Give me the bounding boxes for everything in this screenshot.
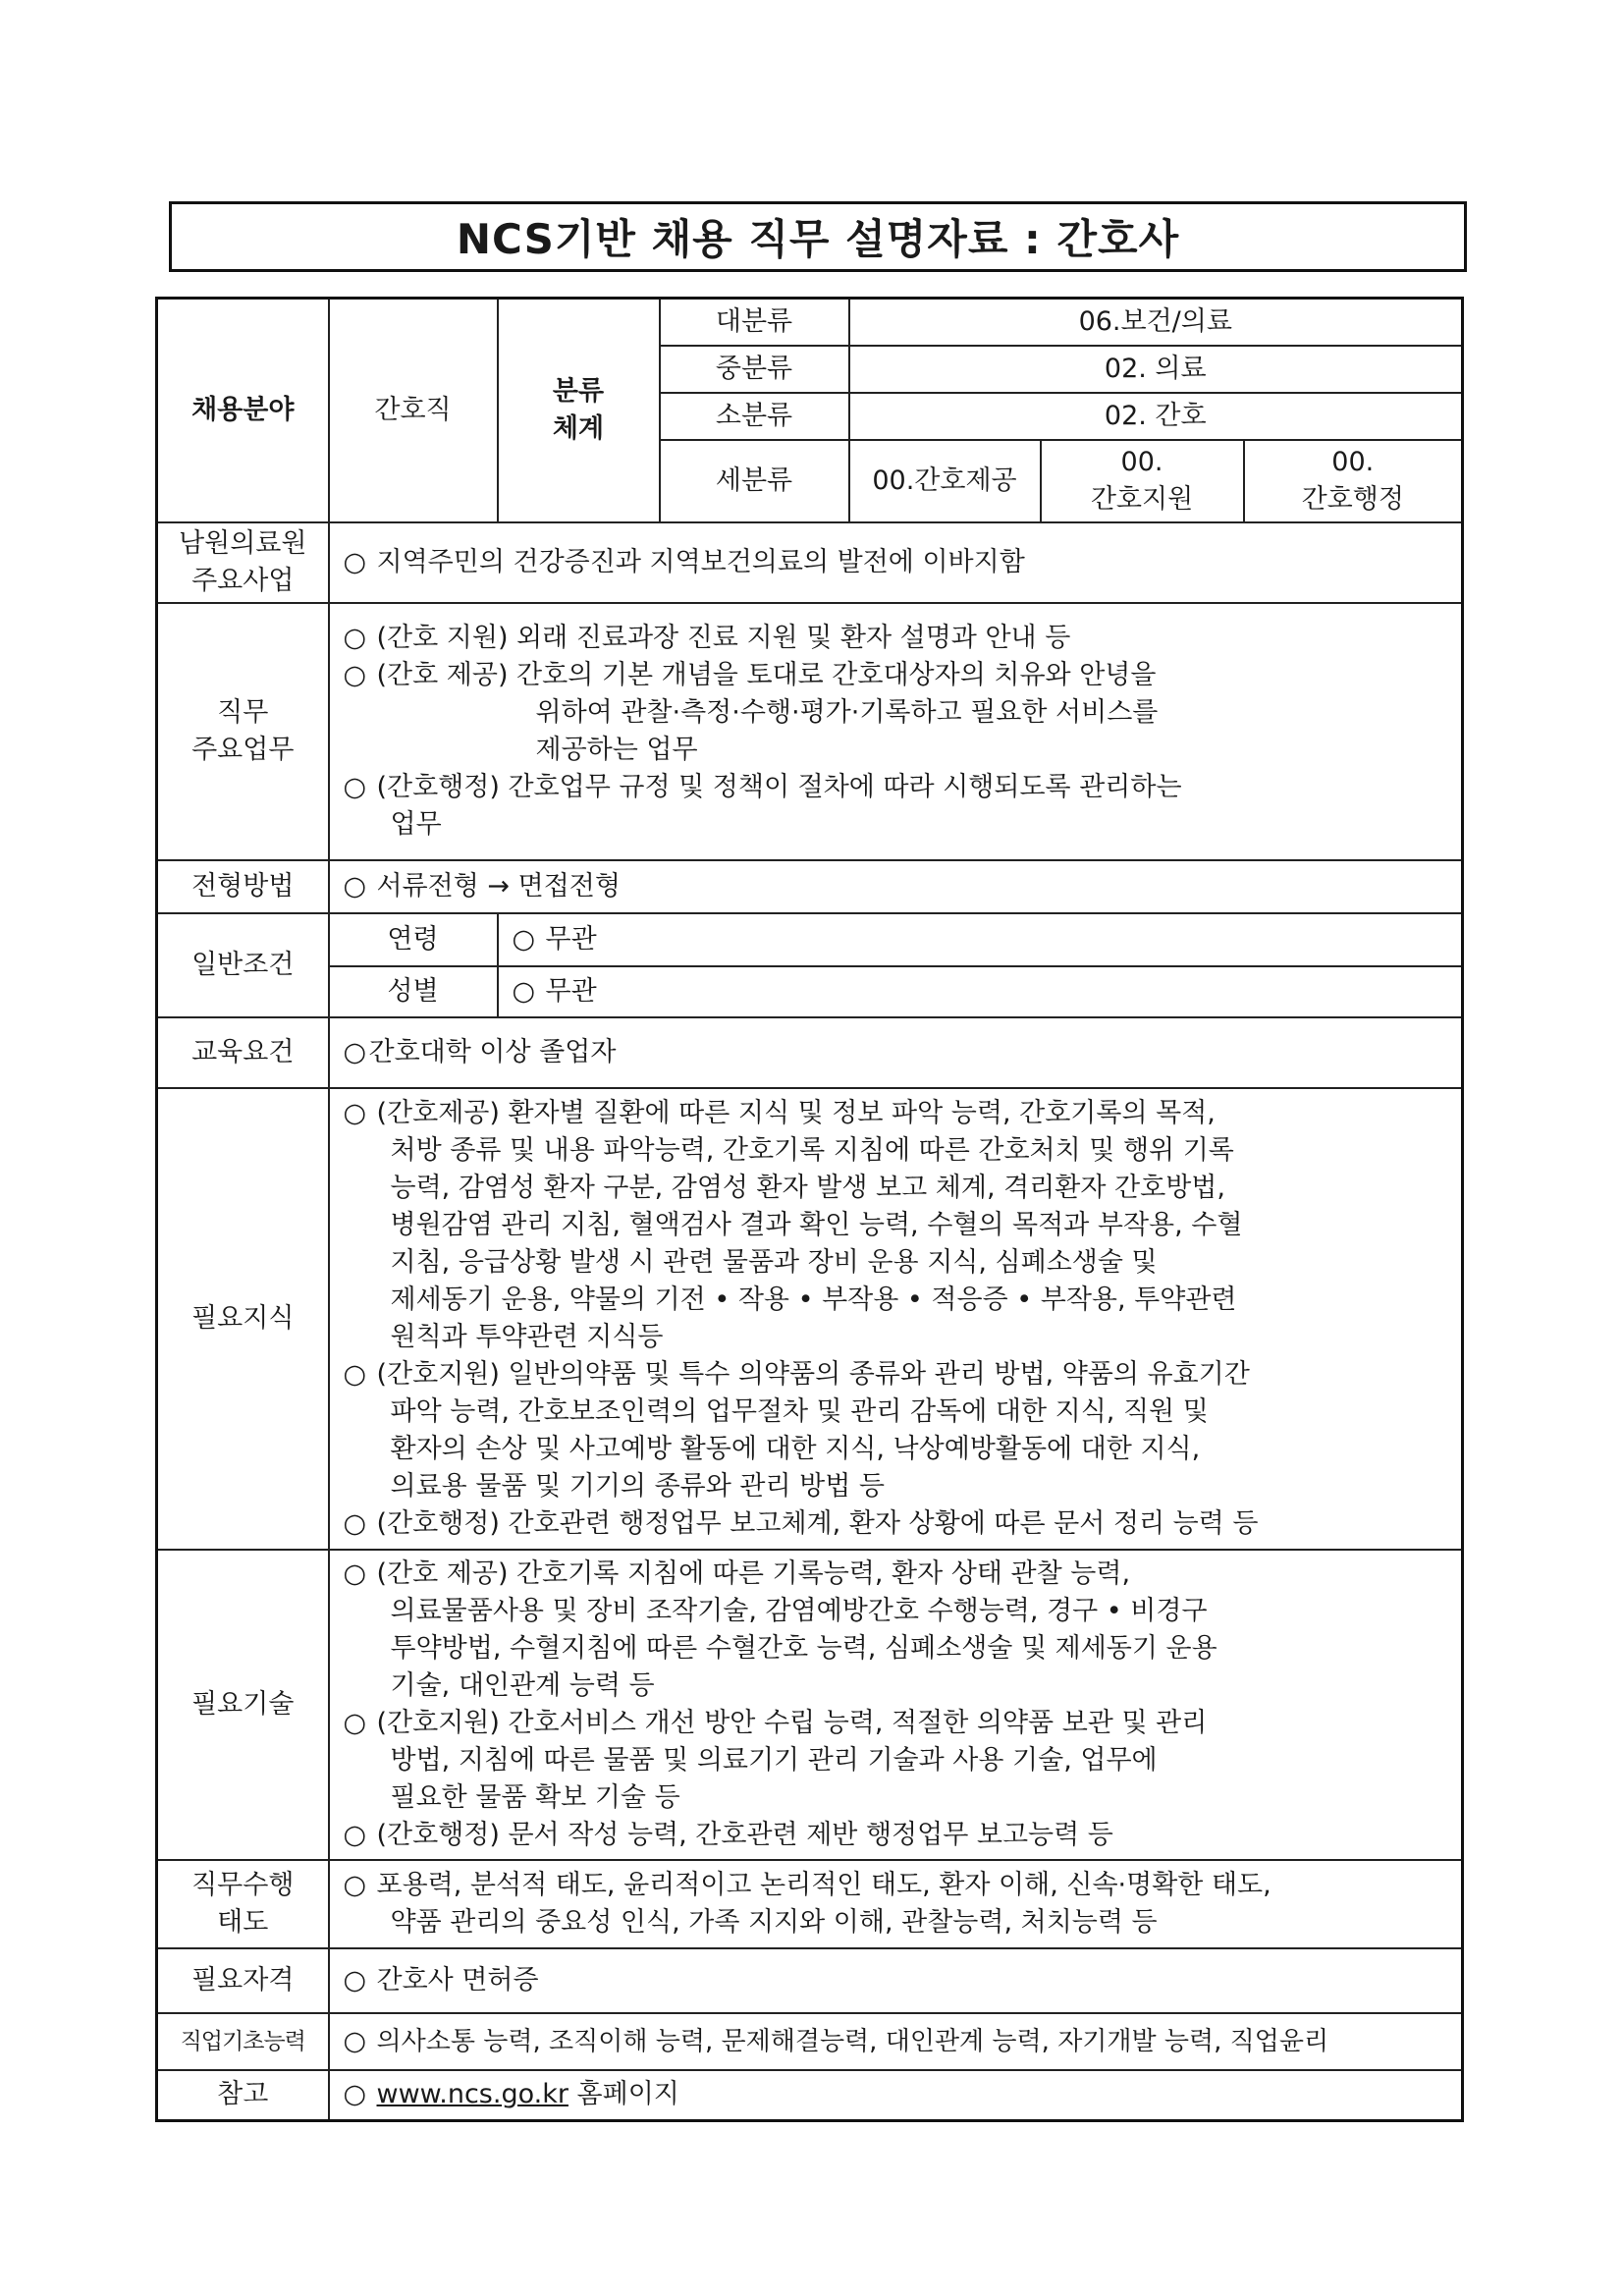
knowledge-line: 능력, 감염성 환자 구분, 감염성 환자 발생 보고 체계, 격리환자 간호방법, [390,1172,1225,1203]
duties-label-line2: 주요업무 [191,734,295,765]
education-label: 교육요건 [157,1017,329,1088]
main-business-label [157,522,329,603]
bullet-circle-icon: ○ [343,1558,367,1589]
skills-line: 방법, 지침에 따른 물품 및 의료기기 관리 기술과 사용 기술, 업무에 [390,1744,1158,1776]
sub-class-nursing-support-name: 간호지원 [1090,483,1194,515]
attitude-label [157,1860,329,1948]
skills-line: (간호지원) 간호서비스 개선 방안 수립 능력, 적절한 의약품 보관 및 관리 [376,1707,1208,1738]
middle-class-value: 02. 의료 [849,346,1463,393]
duties-label [157,603,329,860]
sub-class-nursing-admin [1244,440,1463,522]
knowledge-label: 필요지식 [157,1088,329,1550]
bullet-circle-icon: ○ [343,1036,367,1067]
skills-line: 기술, 대인관계 능력 등 [390,1669,655,1701]
bullet-circle-icon: ○ [343,622,367,653]
bullet-circle-icon: ○ [343,1869,367,1900]
bullet-circle-icon: ○ [343,659,367,690]
duty-item: (간호 제공) 간호의 기본 개념을 토대로 간호대상자의 치유와 안녕을 [376,659,1157,690]
knowledge-line: 제세동기 운용, 약물의 기전 • 작용 • 부작용 • 적응증 • 부작용, 투약관련 [390,1284,1237,1315]
license-text: 간호사 면허증 [376,1964,539,1995]
selection-value [329,860,1463,913]
knowledge-line: 처방 종류 및 내용 파악능력, 간호기록 지침에 따른 간호처치 및 행위 기록 [390,1134,1234,1166]
age-value [498,913,1463,966]
sub-class-nursing-support [1041,440,1244,522]
main-business-value [329,522,1463,603]
duty-item-continued: 제공하는 업무 [535,734,698,765]
main-business-label-line2: 주요사업 [191,565,295,596]
skills-line: 투약방법, 수혈지침에 따른 수혈간호 능력, 심폐소생술 및 제세동기 운용 [390,1632,1217,1664]
general-conditions-label: 일반조건 [157,913,329,1017]
gender-text: 무관 [545,975,597,1007]
classification-label-line2: 체계 [552,412,605,444]
skills-value [329,1550,1463,1860]
sub-class-label: 세분류 [660,440,849,522]
bullet-circle-icon: ○ [512,923,536,955]
skills-line: (간호행정) 문서 작성 능력, 간호관련 제반 행정업무 보고능력 등 [376,1819,1113,1850]
duty-item-continued: 위하여 관찰·측정·수행·평가·기록하고 필요한 서비스를 [535,696,1159,728]
bullet-circle-icon: ○ [343,1964,367,1995]
minor-class-value: 02. 간호 [849,393,1463,440]
reference-value [329,2070,1463,2121]
sub-class-nursing-support-code: 00. [1120,446,1163,477]
knowledge-line: (간호제공) 환자별 질환에 따른 지식 및 정보 파악 능력, 간호기록의 목적, [376,1097,1216,1128]
sub-class-nursing-care: 00.간호제공 [849,440,1041,522]
classification-label [498,299,660,522]
sub-class-nursing-admin-name: 간호행정 [1301,483,1404,515]
knowledge-line: 환자의 손상 및 사고예방 활동에 대한 지식, 낙상예방활동에 대한 지식, [390,1433,1201,1464]
ncs-website-link[interactable]: www.ncs.go.kr [376,2079,568,2110]
bullet-circle-icon: ○ [343,1819,367,1850]
minor-class-label: 소분류 [660,393,849,440]
main-business-label-line1: 남원의료원 [179,527,307,559]
education-text: 간호대학 이상 졸업자 [368,1036,617,1067]
knowledge-line: 지침, 응급상황 발생 시 관련 물품과 장비 운용 지식, 심폐소생술 및 [390,1246,1158,1278]
bullet-circle-icon: ○ [343,2025,367,2056]
bullet-circle-icon: ○ [343,546,367,577]
education-value [329,1017,1463,1088]
job-description-table [155,297,1464,2122]
recruit-field-label: 채용분야 [157,299,329,522]
duty-item: (간호행정) 간호업무 규정 및 정책이 절차에 따라 시행되도록 관리하는 [376,771,1182,802]
major-class-label: 대분류 [660,299,849,346]
duties-label-line1: 직무 [217,696,269,728]
main-business-text: 지역주민의 건강증진과 지역보건의료의 발전에 이바지함 [376,546,1025,577]
gender-label: 성별 [329,966,498,1017]
knowledge-line: 병원감염 관리 지침, 혈액검사 결과 확인 능력, 수혈의 목적과 부작용, 수혈 [390,1209,1243,1240]
license-value [329,1948,1463,2013]
duty-item: (간호 지원) 외래 진료과장 진료 지원 및 환자 설명과 안내 등 [376,622,1071,653]
bullet-circle-icon: ○ [343,870,367,902]
bullet-circle-icon: ○ [343,771,367,802]
recruit-field-value: 간호직 [329,299,498,522]
gender-value [498,966,1463,1017]
major-class-value: 06.보건/의료 [849,299,1463,346]
age-label: 연령 [329,913,498,966]
attitude-label-line1: 직무수행 [191,1869,295,1900]
bullet-circle-icon: ○ [343,1507,367,1539]
bullet-circle-icon: ○ [343,1358,367,1390]
bullet-circle-icon: ○ [343,2079,367,2110]
sub-class-nursing-admin-code: 00. [1331,446,1375,477]
knowledge-line: 원칙과 투약관련 지식등 [390,1321,664,1352]
attitude-line: 포용력, 분석적 태도, 윤리적이고 논리적인 태도, 환자 이해, 신속·명확한 태도, [376,1869,1271,1900]
bullet-circle-icon: ○ [343,1097,367,1128]
license-label: 필요자격 [157,1948,329,2013]
attitude-label-line2: 태도 [217,1906,269,1938]
skills-line: (간호 제공) 간호기록 지침에 따른 기록능력, 환자 상태 관찰 능력, [376,1558,1131,1589]
skills-line: 필요한 물품 확보 기술 등 [390,1781,680,1813]
attitude-line: 약품 관리의 중요성 인식, 가족 지지와 이해, 관찰능력, 처치능력 등 [390,1906,1158,1938]
middle-class-label: 중분류 [660,346,849,393]
skills-label: 필요기술 [157,1550,329,1860]
bullet-circle-icon: ○ [343,1707,367,1738]
knowledge-value [329,1088,1463,1550]
classification-label-line1: 분류 [552,375,605,407]
basic-skills-value [329,2013,1463,2070]
knowledge-line: (간호행정) 간호관련 행정업무 보고체계, 환자 상황에 따른 문서 정리 능력 등 [376,1507,1259,1539]
reference-label: 참고 [157,2070,329,2121]
selection-text: 서류전형 → 면접전형 [376,870,621,902]
page-title: NCS기반 채용 직무 설명자료 : 간호사 [169,201,1467,272]
skills-line: 의료물품사용 및 장비 조작기술, 감염예방간호 수행능력, 경구 • 비경구 [390,1595,1208,1626]
reference-suffix: 홈페이지 [568,2079,679,2110]
knowledge-line: (간호지원) 일반의약품 및 특수 의약품의 종류와 관리 방법, 약품의 유효기간 [376,1358,1250,1390]
knowledge-line: 의료용 물품 및 기기의 종류와 관리 방법 등 [390,1470,885,1502]
age-text: 무관 [545,923,597,955]
duties-value [329,603,1463,860]
knowledge-line: 파악 능력, 간호보조인력의 업무절차 및 관리 감독에 대한 지식, 직원 및 [390,1395,1209,1427]
basic-skills-label: 직업기초능력 [157,2013,329,2070]
duty-item-continued: 업무 [390,808,442,840]
attitude-value [329,1860,1463,1948]
bullet-circle-icon: ○ [512,975,536,1007]
selection-label: 전형방법 [157,860,329,913]
basic-skills-text: 의사소통 능력, 조직이해 능력, 문제해결능력, 대인관계 능력, 자기개발 능력, 직업윤리 [376,2026,1329,2056]
